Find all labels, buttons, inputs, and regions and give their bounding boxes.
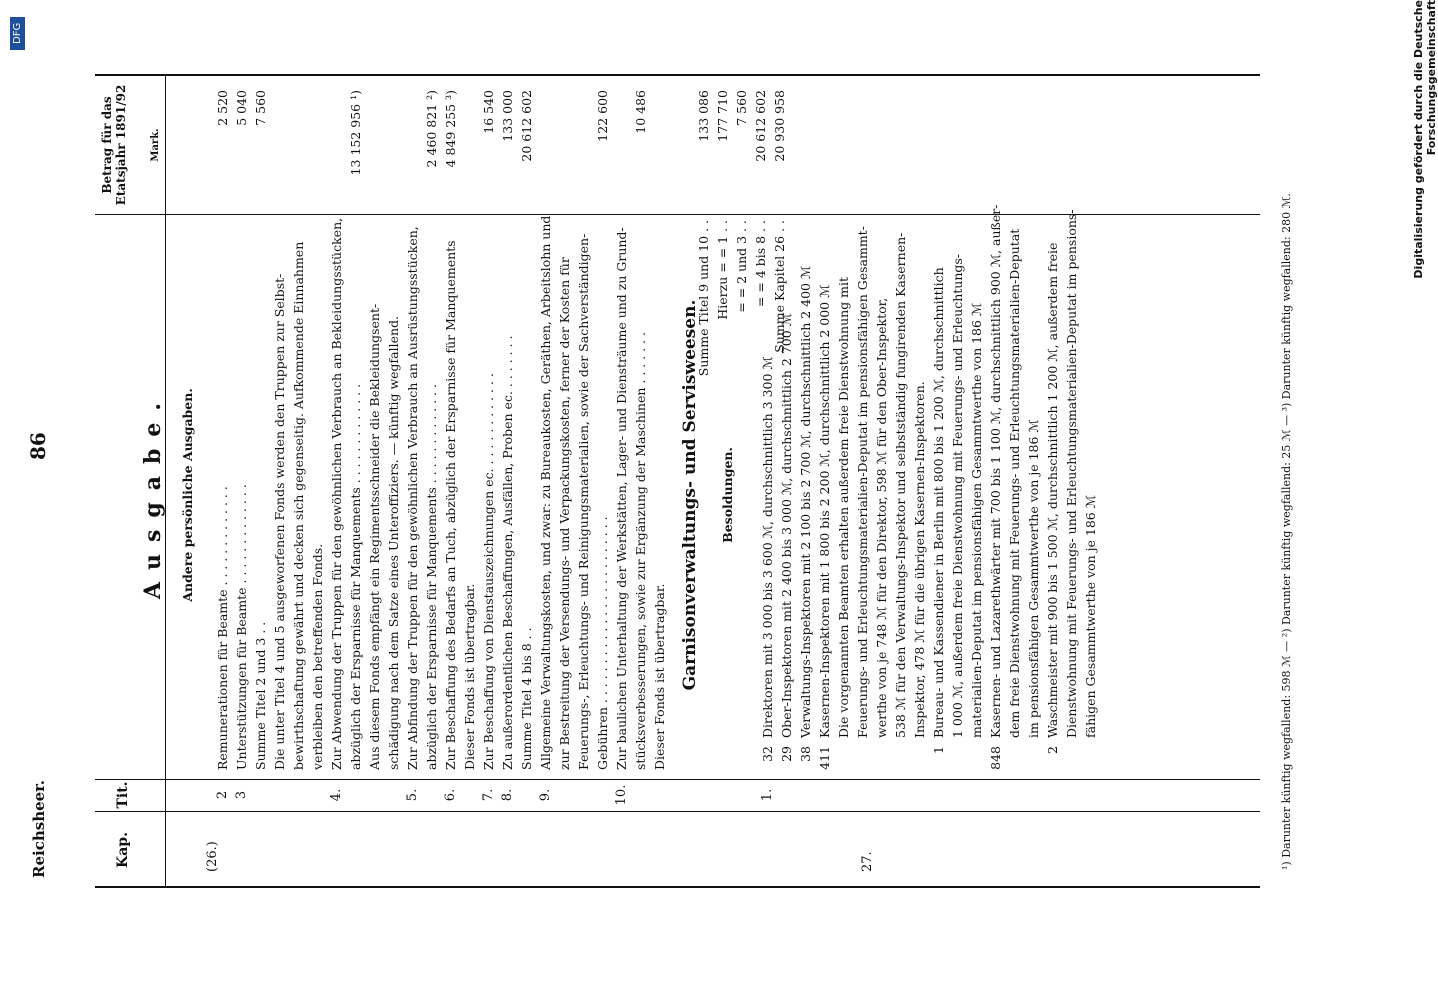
row-amount: 20 612 602 xyxy=(519,90,534,162)
row-number: 1 xyxy=(931,746,946,754)
row-number: 29 xyxy=(779,746,794,762)
row-amount: 10 486 xyxy=(633,90,648,134)
col-unit: Mark. xyxy=(150,128,161,162)
row-tit: 2 xyxy=(215,790,230,800)
row-tit: 10. xyxy=(614,784,629,806)
col-kap: Kap. xyxy=(115,832,131,868)
row-text: Dienstwohnung mit Feuerungs- und Erleuchtungsmaterialien-Deputat im pensions- xyxy=(1064,209,1079,738)
row-tit: 5. xyxy=(405,788,420,802)
summary-label: Summe Kapitel 26 . . xyxy=(772,220,787,353)
row-text: zur Bestreitung der Versendungs- und Verpackungskosten, ferner der Kosten für xyxy=(557,257,572,770)
column-divider xyxy=(95,811,1260,812)
section-title: Ausgabe. xyxy=(140,390,166,600)
row-amount: 7 560 xyxy=(253,90,268,126)
row-text: abzüglich der Ersparnisse für Manquements . . . . . . . . . . . . . xyxy=(424,383,439,770)
summary-label: = = 4 bis 8 . . xyxy=(753,220,768,308)
row-text: Summe Titel 2 und 3 . . xyxy=(253,621,268,770)
row-tit: 9. xyxy=(538,788,553,802)
row-text: Ober-Inspektoren mit 2 400 bis 3 000 ℳ, durchschnittlich 2 700 ℳ xyxy=(779,312,794,738)
row-amount: 122 600 xyxy=(595,90,610,142)
col-tit: Tit. xyxy=(115,781,131,809)
running-header: Reichsheer. xyxy=(30,780,48,878)
summary-amount: 177 710 xyxy=(715,90,730,142)
row-text: Zu außerordentlichen Beschaffungen, Ausfällen, Proben ec. . . . . . . . xyxy=(500,335,515,770)
row-amount: 5 040 xyxy=(234,90,249,126)
row-tit: 3 xyxy=(234,790,249,800)
footnotes: ¹) Darunter künftig wegfallend: 598 ℳ — ²) Darunter künftig wegfallend: 25 ℳ — ³) Darunter künftig wegfallend: 280 ℳ. xyxy=(1280,193,1293,870)
summary-amount: 20 930 958 xyxy=(772,90,787,162)
row-number: 2 xyxy=(1045,746,1060,754)
summary-amount: 7 560 xyxy=(734,90,749,126)
row-text: Allgemeine Verwaltungskosten, und zwar: zu Bureaukosten, Geräthen, Arbeitslohn und xyxy=(538,215,553,770)
row-text: Dieser Fonds ist übertragbar. xyxy=(462,583,477,770)
row-text: dem freie Dienstwohnung mit Feuerungs- und Erleuchtungsmaterialien-Deputat xyxy=(1007,228,1022,738)
row-tit: 8. xyxy=(500,788,515,802)
row-text: materialien-Deputat im pensionsfähigen Gesammtwerthe von 186 ℳ xyxy=(969,302,984,738)
row-text: abzüglich der Ersparnisse für Manquements . . . . . . . . . . . . . xyxy=(348,383,363,770)
row-text: 538 ℳ für den Verwaltungs-Inspektor und selbstständig fungirenden Kasernen- xyxy=(893,232,908,738)
col-betrag: Betrag für das Etatsjahr 1891/92 xyxy=(100,84,128,206)
summary-amount: 20 612 602 xyxy=(753,90,768,162)
row-number: 38 xyxy=(798,746,813,762)
row-text: Direktoren mit 3 000 bis 3 600 ℳ, durchschnittlich 3 300 ℳ xyxy=(760,356,775,738)
row-amount: 13 152 956 ¹) xyxy=(348,90,363,176)
row-text: Waschmeister mit 900 bis 1 500 ℳ, durchschnittlich 1 200 ℳ, außerdem freie xyxy=(1045,242,1060,738)
kap-27: 27. xyxy=(860,851,875,872)
row-text: Kasernen- und Lazarethwärter mit 700 bis 1 100 ℳ, durchschnittlich 900 ℳ, außer- xyxy=(988,204,1003,738)
row-text: werthe von je 748 ℳ für den Direktor, 598 ℳ für den Ober-Inspektor, xyxy=(874,297,889,738)
section-heading: Besoldungen. xyxy=(720,447,735,543)
row-tit: 4. xyxy=(329,788,344,802)
row-tit: 6. xyxy=(443,788,458,802)
row-amount: 133 000 xyxy=(500,90,515,142)
row-text: Summe Titel 4 bis 8 . . xyxy=(519,627,534,770)
row-text: 1 000 ℳ, außerdem freie Dienstwohnung mit Feuerungs- und Erleuchtungs- xyxy=(950,253,965,738)
row-number: 848 xyxy=(988,746,1003,770)
summary-label: Summe Titel 9 und 10 . . xyxy=(696,220,711,377)
row-text: Unterstützungen für Beamte . . . . . . . . . . . . . xyxy=(234,484,249,770)
row-text: Zur Abwendung der Truppen für den gewöhnlichen Verbrauch an Bekleidungsstücken, xyxy=(329,217,344,770)
row-text: im pensionsfähigen Gesammtwerthe von je 186 ℳ xyxy=(1026,419,1041,738)
dfg-logo: DFG xyxy=(10,17,25,50)
row-text: Remunerationen für Beamte . . . . . . . . . . . . . xyxy=(215,486,230,770)
summary-amount: 133 086 xyxy=(696,90,711,142)
row-number: 411 xyxy=(817,746,832,770)
summary-label: = = 2 und 3 . . xyxy=(734,220,749,313)
row-amount: 4 849 255 ³) xyxy=(443,90,458,168)
row-text: schädigung nach dem Satze eines Unteroffiziers. — künftig wegfallend. xyxy=(386,315,401,770)
row-number: 32 xyxy=(760,746,775,762)
row-text: Kasernen-Inspektoren mit 1 800 bis 2 200 ℳ, durchschnittlich 2 000 ℳ xyxy=(817,284,832,738)
row-text: Dieser Fonds ist übertragbar. xyxy=(652,583,667,770)
row-amount: 2 520 xyxy=(215,90,230,126)
column-divider xyxy=(95,214,1260,215)
page-number: 86 xyxy=(26,432,50,460)
row-text: bewirthschaftung gewährt und decken sich gegenseitig. Aufkommende Einnahmen xyxy=(291,241,306,770)
summary-label: Hierzu = = 1 . . xyxy=(715,220,730,320)
row-text: Bureau- und Kassendiener in Berlin mit 800 bis 1 200 ℳ, durchschnittlich xyxy=(931,267,946,738)
row-text: Die vorgenannten Beamten erhalten außerdem freie Dienstwohnung mit xyxy=(836,276,851,738)
row-text: Aus diesem Fonds empfängt ein Regimentsschneider die Bekleidungsent- xyxy=(367,303,382,770)
row-text: Inspektor, 478 ℳ für die übrigen Kasernen-Inspektoren. xyxy=(912,381,927,738)
row-text: Zur Abfindung der Truppen für den gewöhnlichen Verbrauch an Ausrüstungsstücken, xyxy=(405,226,420,770)
row-amount: 2 460 821 ²) xyxy=(424,90,439,168)
row-text: Zur baulichen Unterhaltung der Werkstätten, Lager- und Diensträume und zu Grund- xyxy=(614,227,629,770)
row-text: Verwaltungs-Inspektoren mit 2 100 bis 2 700 ℳ, durchschnittlich 2 400 ℳ xyxy=(798,265,813,738)
row-text: Feuerungs- und Erleuchtungsmaterialien-Deputat im pensionsfähigen Gesammt- xyxy=(855,226,870,738)
row-tit: 1. xyxy=(760,788,775,802)
row-text: stücksverbesserungen, sowie zur Ergänzung der Maschinen . . . . . . . xyxy=(633,331,648,770)
row-tit: 7. xyxy=(481,788,496,802)
row-text: Zur Beschaffung des Bedarfs an Tuch, abzüglich der Ersparnisse für Manquements xyxy=(443,240,458,770)
row-text: Zur Beschaffung von Dienstauszeichnungen ec. . . . . . . . . . . . . xyxy=(481,373,496,770)
section-heading: Andere persönliche Ausgaben. xyxy=(180,388,195,602)
row-text: verbleiben den betreffenden Fonds. xyxy=(310,543,325,770)
section-heading: Garnisonverwaltungs- und Servisweesen. xyxy=(680,299,700,691)
row-amount: 16 540 xyxy=(481,90,496,134)
column-divider xyxy=(95,779,1260,780)
row-text: fähigen Gesammtwerthe von je 186 ℳ xyxy=(1083,494,1098,738)
budget-table xyxy=(95,74,1260,888)
kap-26: (26.) xyxy=(205,841,220,872)
row-text: Feuerungs-, Erleuchtungs- und Reinigungsmaterialien, sowie der Sachverständigen- xyxy=(576,233,591,770)
row-text: Gebühren . . . . . . . . . . . . . . . . . . . . . . . . xyxy=(595,516,610,770)
digitization-note: Digitalisierung gefördert durch die Deutsche Forschungsgemeinschaft xyxy=(1412,0,1438,279)
row-text: Die unter Titel 4 und 5 ausgeworfenen Fonds werden den Truppen zur Selbst- xyxy=(272,273,287,770)
